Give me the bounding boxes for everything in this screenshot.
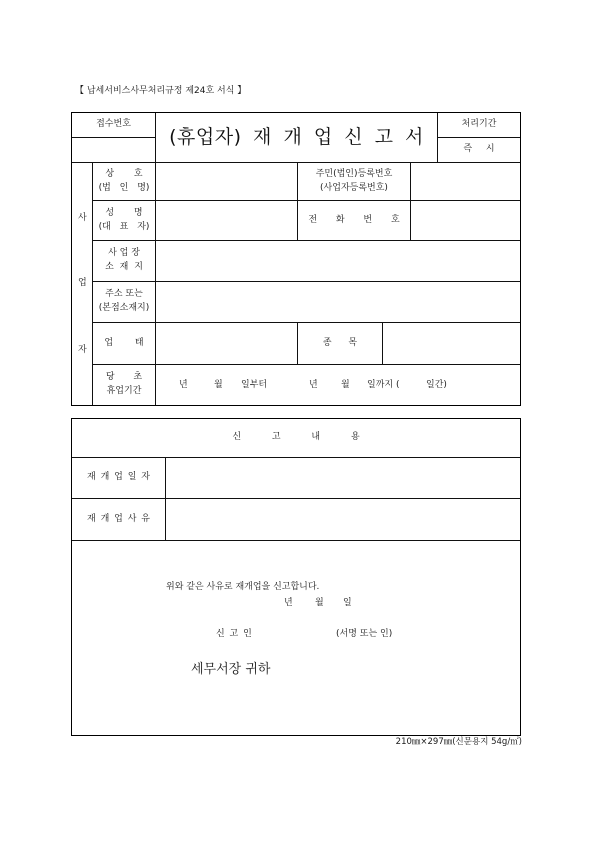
form-title: (휴업자) 재 개 업 신 고 서 — [169, 125, 424, 148]
business-item-label: 종 목 — [322, 337, 358, 348]
phone-value-cell — [410, 200, 521, 241]
address-label: 주소 또는 — [105, 289, 143, 300]
period-start-day: 일부터 — [241, 380, 268, 390]
period-day-count: 일간) — [426, 380, 447, 390]
business-registration-number-label: (사업자등록번호) — [320, 182, 388, 193]
applicant-side-label-cell — [71, 162, 93, 406]
closure-period-label: 휴업기간 — [106, 386, 142, 396]
business-location-value-cell — [155, 240, 521, 282]
name-label: 성 명 — [105, 207, 143, 218]
declaration-cell — [71, 540, 521, 736]
registration-number-label-cell — [297, 162, 411, 201]
registration-number-label: 주민(법인)등록번호 — [315, 168, 393, 179]
head-office-label: (본점소재지) — [98, 303, 150, 313]
reopening-reason-label-cell — [71, 498, 166, 541]
reopening-reason-value-cell — [165, 498, 521, 541]
reopening-date-label-cell — [71, 457, 166, 499]
paper-spec-note: 210㎜×297㎜(신문용지 54g/㎡) — [395, 737, 522, 747]
trade-name-label-cell — [92, 162, 156, 201]
receipt-number-label-cell — [71, 112, 156, 138]
phone-label: 전 화 번 호 — [308, 214, 400, 225]
reopening-date-label: 재 개 업 일 자 — [87, 472, 150, 483]
processing-period-value: 즉 시 — [463, 144, 495, 155]
address-label-cell — [92, 281, 156, 323]
declaration-day: 일 — [343, 598, 352, 608]
business-item-label-cell — [297, 322, 383, 365]
declaration-year: 년 — [284, 598, 293, 608]
location-label: 소 재 지 — [105, 262, 143, 272]
reopening-reason-label: 재 개 업 사 유 — [87, 513, 150, 524]
period-start-month: 월 — [214, 380, 223, 390]
declaration-text: 위와 같은 사유로 재개업을 신고합니다. — [166, 582, 320, 592]
processing-period-label: 처리기간 — [461, 119, 497, 130]
closure-period-value-cell — [155, 364, 521, 406]
reporter-label: 신 고 인 — [216, 629, 252, 639]
trade-name-label: 상 호 — [105, 168, 143, 179]
processing-period-label-cell — [437, 112, 521, 138]
trade-name-value-cell — [155, 162, 298, 201]
closure-period-label-cell — [92, 364, 156, 406]
representative-value-cell — [155, 200, 298, 241]
side-label-char: 업 — [78, 278, 87, 288]
phone-label-cell — [297, 200, 411, 241]
side-label-char: 사 — [78, 213, 87, 223]
processing-period-value-cell — [437, 137, 521, 163]
receipt-number-label: 접수번호 — [96, 119, 131, 130]
receipt-number-value-cell — [71, 137, 156, 163]
period-end-month: 월 — [341, 380, 350, 390]
representative-label: (대 표 자) — [98, 221, 150, 232]
period-end-day: 일까지 ( — [367, 380, 400, 390]
declaration-month: 월 — [315, 598, 324, 608]
report-section-title-cell — [71, 418, 521, 458]
corporation-name-label: (법 인 명) — [98, 182, 150, 193]
period-start-year: 년 — [179, 380, 188, 390]
period-end-year: 년 — [309, 380, 318, 390]
side-label-char: 자 — [78, 345, 87, 355]
reopening-date-value-cell — [165, 457, 521, 499]
original-label: 당 초 — [105, 372, 143, 383]
representative-label-cell — [92, 200, 156, 241]
business-location-label-cell — [92, 240, 156, 282]
business-type-label-cell — [92, 322, 156, 365]
registration-number-value-cell — [410, 162, 521, 201]
business-type-value-cell — [155, 322, 298, 365]
form-title-cell — [155, 112, 438, 163]
business-type-label: 업 태 — [104, 337, 144, 348]
form-regulation-label: 【 납세서비스사무처리규정 제24호 서식 】 — [75, 86, 247, 96]
signature-label: (서명 또는 인) — [336, 629, 393, 639]
business-item-value-cell — [382, 322, 521, 365]
address-value-cell — [155, 281, 521, 323]
business-location-label: 사 업 장 — [108, 248, 140, 259]
addressee-text: 세무서장 귀하 — [191, 662, 271, 677]
report-section-title: 신 고 내 용 — [232, 432, 360, 443]
